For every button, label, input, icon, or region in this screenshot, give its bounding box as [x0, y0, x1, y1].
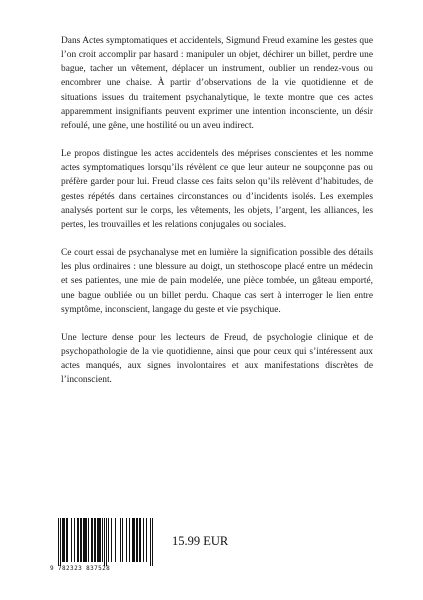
barcode-bar [139, 518, 140, 562]
barcode-bar [58, 518, 59, 566]
barcode-bar [146, 518, 147, 562]
barcode-bar [100, 518, 101, 562]
barcode-bar [94, 518, 95, 562]
barcode-bar [132, 518, 133, 562]
blurb-paragraph-3: Ce court essai de psychanalyse met en lumière la signification possible des détails les plus ordinaires : une blessure au doigt, un stethoscope placé entre un médecin et ses patientes, une mie de pain modelée, une pièce tombée, un gâteau emporté, une bague oubliée ou un billet perdu. Chaque cas sert à interroger le lien entre symptôme, inconscient, langage du geste et vie psychique. [61, 248, 373, 315]
barcode-digits: 9 782323 837528 [50, 565, 111, 572]
barcode-bar [97, 518, 98, 562]
isbn-barcode [50, 516, 160, 566]
barcode-bar [150, 518, 151, 566]
barcode-bar [80, 518, 81, 562]
barcode-bar [95, 518, 96, 562]
barcode-bar [111, 518, 112, 562]
barcode-bar [86, 518, 87, 562]
barcode-bar [84, 518, 85, 562]
barcode-bar [122, 518, 123, 562]
barcode-bar [81, 518, 82, 562]
barcode-bar [102, 518, 103, 562]
barcode-bar [60, 518, 61, 566]
blurb-paragraph-1: Dans Actes symptomatiques et accidentels, Sigmund Freud examine les gestes que l’on croit accomplir par hasard : manipuler un objet, déchirer un billet, perdre une bague, tacher un vêtement, déplacer un instrument, oublier un rendez-vous ou encombrer une chaise. À partir d’observations de la vie quotidienne et de situations issues du traitement psychanalytique, le texte montre que ces actes apparemment insignifiants peuvent exprimer une intention inconsciente, un désir refoulé, une gêne, une hostilité ou un aveu indirect. [61, 36, 373, 131]
barcode-bar [108, 518, 109, 562]
barcode-bar [74, 518, 75, 562]
barcode-bar [85, 518, 86, 562]
barcode-bar [78, 518, 79, 562]
barcode-bar [67, 518, 68, 562]
price-label: 15.99 EUR [172, 534, 229, 548]
barcode-bar [92, 518, 93, 562]
barcode-bar [140, 518, 141, 562]
blurb-text [61, 34, 373, 387]
barcode-bar [98, 518, 99, 562]
barcode-bar [88, 518, 89, 562]
barcode-bar [104, 518, 105, 566]
barcode-bar [62, 518, 63, 562]
barcode-bar [134, 518, 135, 562]
barcode-bar [136, 518, 137, 562]
barcode-bar [63, 518, 64, 562]
barcode-bar [126, 518, 127, 562]
barcode-bar [115, 518, 116, 562]
barcode-bar [129, 518, 130, 562]
barcode-bar [143, 518, 144, 562]
barcode-bar [152, 518, 153, 566]
barcode-bar [99, 518, 100, 562]
barcode-bar [106, 518, 107, 566]
barcode-bar [66, 518, 67, 562]
barcode-bar [83, 518, 84, 562]
blurb-paragraph-4: Une lecture dense pour les lecteurs de Freud, de psychologie clinique et de psychopathologie de la vie quotidienne, ainsi que pour ceux qui s’intéressent aux actes manqués, aux signes involontaires et aux manifestations discrètes de l’inconscient. [61, 332, 373, 386]
barcode-bar [91, 518, 92, 562]
barcode-bar [64, 518, 65, 562]
barcode-bar [133, 518, 134, 562]
barcode-bar [137, 518, 138, 562]
barcode-bar [71, 518, 72, 562]
barcode-bar [77, 518, 78, 562]
barcode-block [50, 516, 250, 576]
blurb-paragraph-2: Le propos distingue les actes accidentels des méprises conscientes et les nomme actes symptomatiques lorsqu’ils révèlent ce que leur auteur ne soupçonne pas ou préfère garder pour lui. Freud classe ces faits selon qu’ils relèvent d’habitudes, de gestes répétés dans certaines circonstances ou d’incidents isolés. Les exemples analysés portent sur le corps, les vêtements, les objets, l’argent, les alliances, les pertes, les trouvailles et les relations conjugales ou sociales. [61, 149, 373, 230]
barcode-bar [120, 518, 121, 562]
